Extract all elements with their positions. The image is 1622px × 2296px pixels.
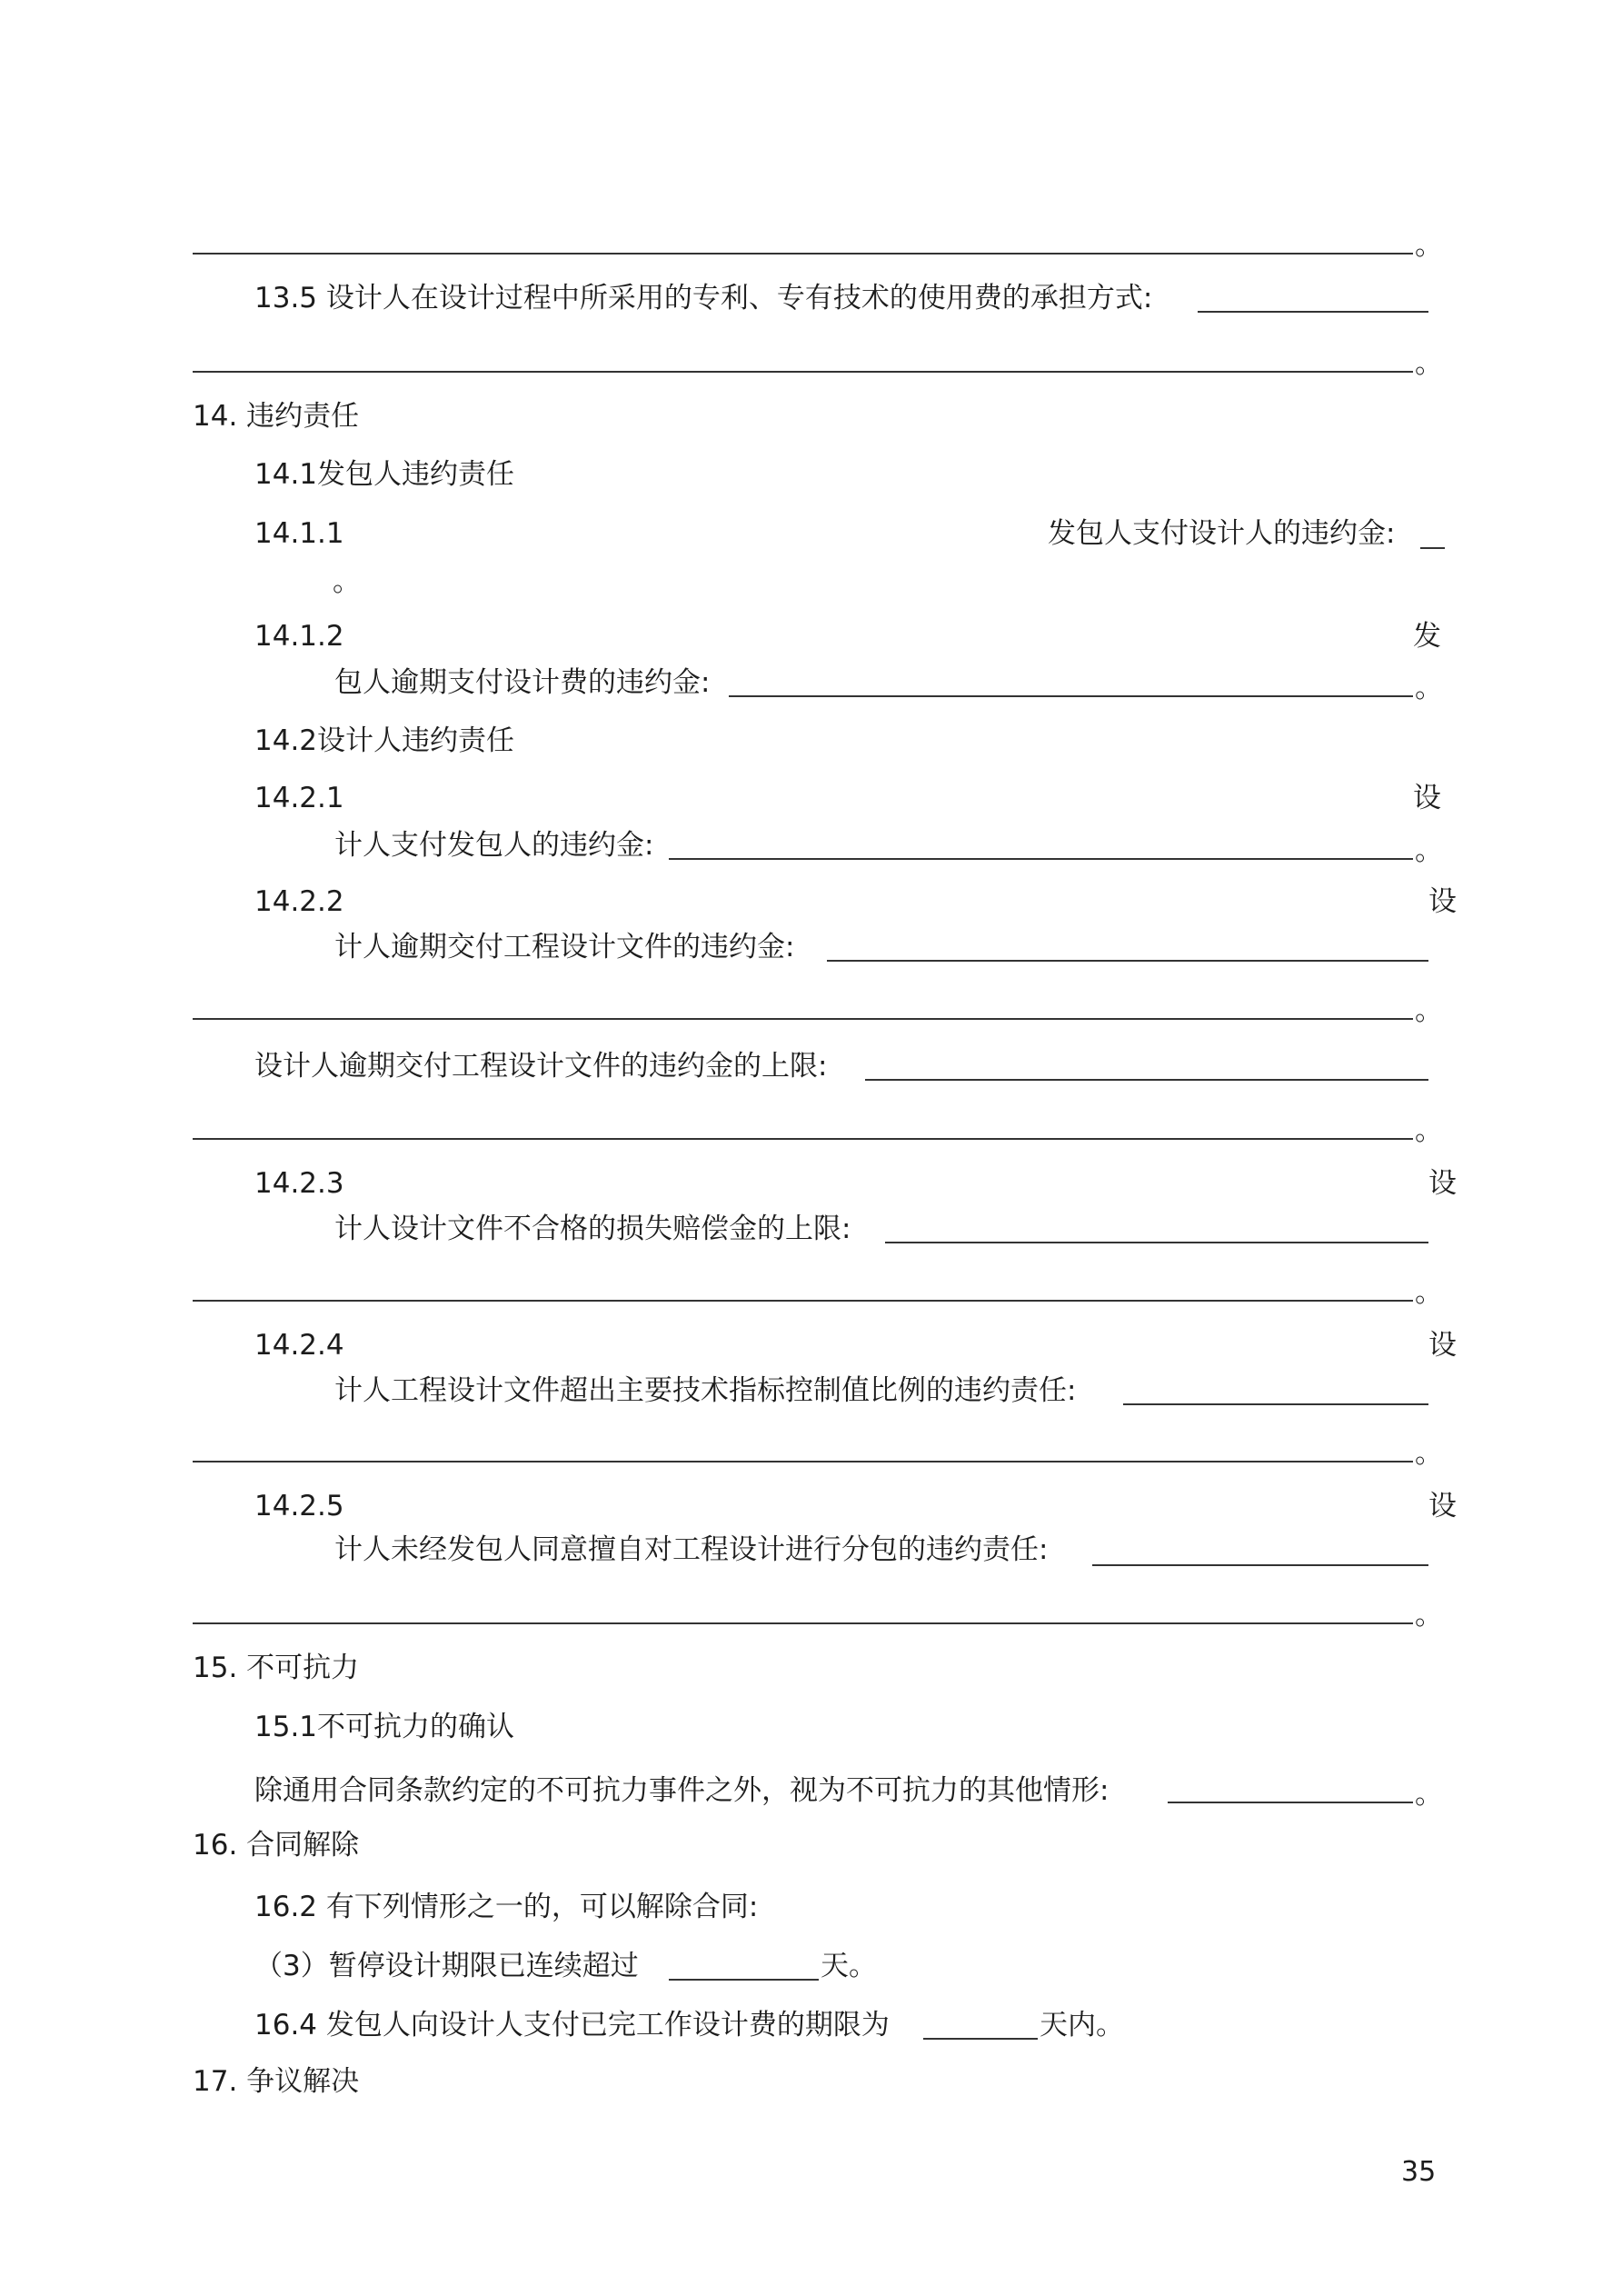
period-mark: 。 <box>1415 1778 1443 1811</box>
period-mark: 。 <box>1415 672 1443 704</box>
period-mark: 。 <box>1415 347 1443 380</box>
clause-16-4-text: 16.4 发包人向设计人支付已完工作设计费的期限为 <box>254 2009 890 2041</box>
clause-14-2-2-cap-text: 设计人逾期交付工程设计文件的违约金的上限: <box>254 1050 828 1083</box>
clause-14-2-heading: 14.2设计人违约责任 <box>254 724 515 757</box>
clause-14-2-4-first-char: 设 <box>1428 1329 1457 1362</box>
clause-14-1-2-first-char: 发 <box>1413 620 1441 653</box>
fill-in-blank-line[interactable] <box>193 1138 1413 1140</box>
period-mark: 。 <box>333 565 361 598</box>
clause-14-2-5-text: 计人未经发包人同意擅自对工程设计进行分包的违约责任: <box>334 1533 1049 1566</box>
fill-in-blank-line[interactable] <box>193 371 1413 373</box>
period-mark: 。 <box>1415 229 1443 262</box>
clause-14-2-5-number: 14.2.5 <box>254 1490 344 1522</box>
clause-15-1-heading: 15.1不可抗力的确认 <box>254 1711 515 1743</box>
fill-in-blank-line[interactable] <box>193 1622 1413 1624</box>
fill-in-blank[interactable] <box>885 1242 1428 1243</box>
clause-16-4-unit: 天内。 <box>1040 2009 1124 2041</box>
fill-in-blank-line[interactable] <box>193 1018 1413 1020</box>
clause-16-2: 16.2 有下列情形之一的，可以解除合同: <box>254 1891 759 1923</box>
clause-14-2-3-first-char: 设 <box>1428 1167 1457 1200</box>
clause-14-2-1-text: 计人支付发包人的违约金: <box>334 829 654 862</box>
clause-14-2-2-first-char: 设 <box>1428 885 1457 918</box>
fill-in-blank-line[interactable] <box>193 1461 1413 1462</box>
clause-14-1-2-text: 包人逾期支付设计费的违约金: <box>334 666 711 699</box>
clause-13-5: 13.5 设计人在设计过程中所采用的专利、专有技术的使用费的承担方式: <box>254 282 1153 314</box>
clause-14-2-2-text: 计人逾期交付工程设计文件的违约金: <box>334 931 795 963</box>
fill-in-blank[interactable] <box>865 1079 1428 1081</box>
clause-15-1-text: 除通用合同条款约定的不可抗力事件之外，视为不可抗力的其他情形: <box>254 1774 1110 1807</box>
section-16-heading: 16. 合同解除 <box>193 1829 360 1862</box>
clause-14-2-1-first-char: 设 <box>1413 782 1441 814</box>
clause-16-2-3-unit: 天。 <box>821 1950 877 1982</box>
period-mark: 。 <box>1415 994 1443 1027</box>
fill-in-blank-days[interactable] <box>669 1979 819 1981</box>
clause-14-1-heading: 14.1发包人违约责任 <box>254 458 515 491</box>
fill-in-blank[interactable] <box>1168 1802 1413 1803</box>
fill-in-blank-line[interactable] <box>193 253 1413 255</box>
clause-14-2-4-number: 14.2.4 <box>254 1329 344 1362</box>
period-mark: 。 <box>1415 1114 1443 1147</box>
clause-14-2-1-number: 14.2.1 <box>254 782 344 814</box>
fill-in-blank[interactable] <box>729 695 1413 697</box>
clause-14-1-2-number: 14.1.2 <box>254 620 344 653</box>
fill-in-blank[interactable] <box>827 960 1428 962</box>
section-17-heading: 17. 争议解决 <box>193 2065 360 2098</box>
period-mark: 。 <box>1415 1276 1443 1309</box>
section-14-heading: 14. 违约责任 <box>193 400 360 433</box>
section-15-heading: 15. 不可抗力 <box>193 1652 360 1684</box>
clause-14-1-1-number: 14.1.1 <box>254 517 344 550</box>
fill-in-blank-line[interactable] <box>193 1300 1413 1302</box>
page-number: 35 <box>1401 2156 1437 2188</box>
fill-in-blank[interactable] <box>1198 311 1428 313</box>
clause-14-2-3-number: 14.2.3 <box>254 1167 344 1200</box>
period-mark: 。 <box>1415 1599 1443 1632</box>
fill-in-blank-days[interactable] <box>923 2038 1038 2040</box>
clause-16-2-3-text: （3）暂停设计期限已连续超过 <box>254 1950 639 1982</box>
clause-14-2-3-text: 计人设计文件不合格的损失赔偿金的上限: <box>334 1213 851 1245</box>
fill-in-blank[interactable] <box>669 858 1413 860</box>
clause-14-2-2-number: 14.2.2 <box>254 885 344 918</box>
fill-in-blank[interactable] <box>1092 1564 1428 1566</box>
period-mark: 。 <box>1415 834 1443 867</box>
fill-in-blank[interactable] <box>1420 547 1445 549</box>
clause-14-2-4-text: 计人工程设计文件超出主要技术指标控制值比例的违约责任: <box>334 1374 1077 1407</box>
period-mark: 。 <box>1415 1437 1443 1470</box>
clause-14-1-1-text: 发包人支付设计人的违约金: <box>1048 517 1396 550</box>
fill-in-blank[interactable] <box>1123 1403 1428 1405</box>
clause-14-2-5-first-char: 设 <box>1428 1490 1457 1522</box>
